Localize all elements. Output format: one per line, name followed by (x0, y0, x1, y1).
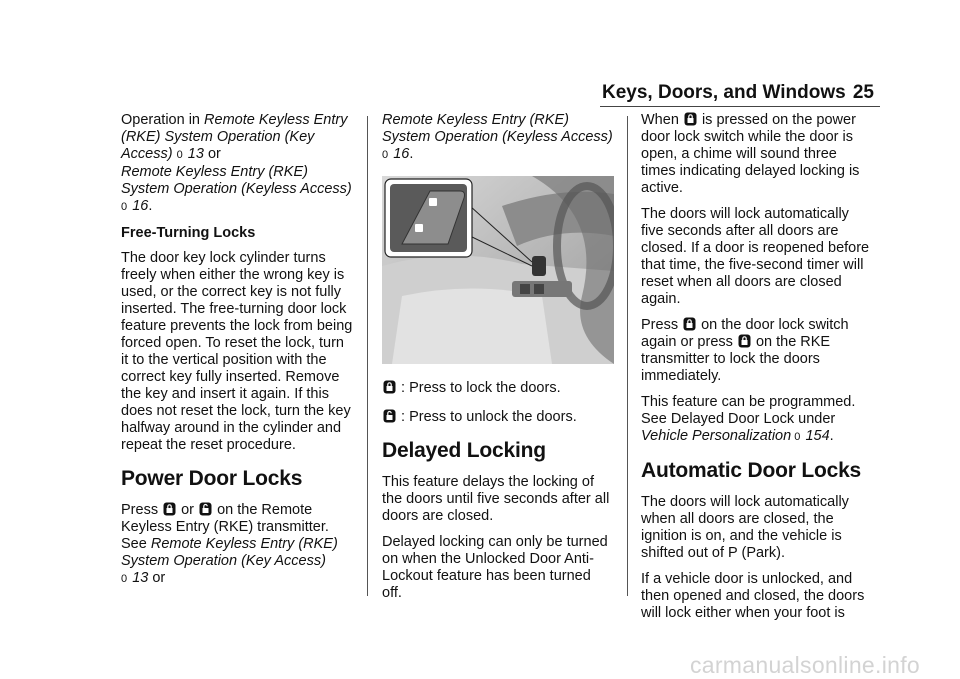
paragraph: Operation in Remote Keyless Entry (RKE) System Operation (Key Access) 0 13 or Remote Keyless Entry (RKE) System Operation (Keyless Access) 0 16. (121, 112, 352, 214)
page-ref-link[interactable]: 16 (393, 146, 410, 162)
paragraph: If a vehicle door is unlocked, and then opened and closed, the doors will lock either when your foot is (641, 571, 865, 621)
lock-icon (738, 334, 751, 348)
header-rule (600, 106, 880, 107)
lock-legend: : Press to lock the doors. (382, 380, 614, 397)
lock-icon (684, 112, 697, 126)
page-header (600, 80, 878, 106)
paragraph: Remote Keyless Entry (RKE) System Operation (Keyless Access) 0 16. (382, 112, 613, 162)
paragraph: The doors will lock automatically five seconds after all doors are closed. If a door is reopened before that time, the five-second timer will reset when all doors are closed again. (641, 206, 870, 307)
paragraph: The doors will lock automatically when all doors are closed, the ignition is on, and the vehicle is shifted out of P (Park). (641, 494, 849, 561)
paragraph: This feature delays the locking of the doors until five seconds after all doors are closed. (382, 474, 610, 524)
paragraph: Press on the door lock switch again or press on the RKE transmitter to lock the doors immediately. (641, 317, 849, 384)
paragraph: The door key lock cylinder turns freely when either the wrong key is used, or the correct key is not fully inserted. The free-turning door lock feature prevents the lock from being forced open. To reset the lock, turn it to the vertical position with the correct key fully inserted. Remove the key and insert it again. If this does not reset the lock, turn the key halfway around in the cylinder and repeat the reset procedure. (121, 250, 353, 453)
column-3 (641, 112, 873, 631)
page-number: 25 (852, 82, 874, 103)
heading: Automatic Door Locks (641, 459, 862, 482)
paragraph: This feature can be programmed. See Delayed Door Lock under Vehicle Personalization 0 154. (641, 394, 856, 444)
page-ref-link[interactable]: 13 (132, 570, 149, 586)
watermark: carmanualsonline.info (689, 652, 920, 678)
unlock-legend: : Press to unlock the doors. (382, 409, 614, 426)
column-1 (121, 112, 353, 597)
paragraph: When is pressed on the power door lock switch while the door is open, a chime will sound three times indicating delayed locking is active. (641, 112, 860, 196)
heading: Delayed Locking (382, 439, 546, 462)
section-title: Keys, Doors, and Windows (602, 82, 846, 103)
page-ref-link[interactable]: 16 (132, 198, 149, 214)
unlock-icon (199, 502, 212, 516)
column-divider (627, 116, 628, 596)
page-ref-link[interactable]: 13 (187, 146, 204, 162)
column-divider (367, 116, 368, 596)
lock-icon (383, 380, 396, 394)
unlock-icon (383, 409, 396, 423)
subheading: Free-Turning Locks (121, 225, 256, 241)
heading: Power Door Locks (121, 467, 303, 490)
column-2 (382, 112, 614, 611)
paragraph: Press or on the Remote Keyless Entry (RKE) transmitter. See Remote Keyless Entry (RKE) System Operation (Key Access) 0 13 or (121, 502, 338, 586)
door-lock-switch-photo (382, 176, 614, 364)
page-ref-link[interactable]: 154 (805, 428, 830, 444)
lock-icon (683, 317, 696, 331)
lock-icon (163, 502, 176, 516)
paragraph: Delayed locking can only be turned on when the Unlocked Door Anti-Lockout feature has been turned off. (382, 534, 608, 601)
